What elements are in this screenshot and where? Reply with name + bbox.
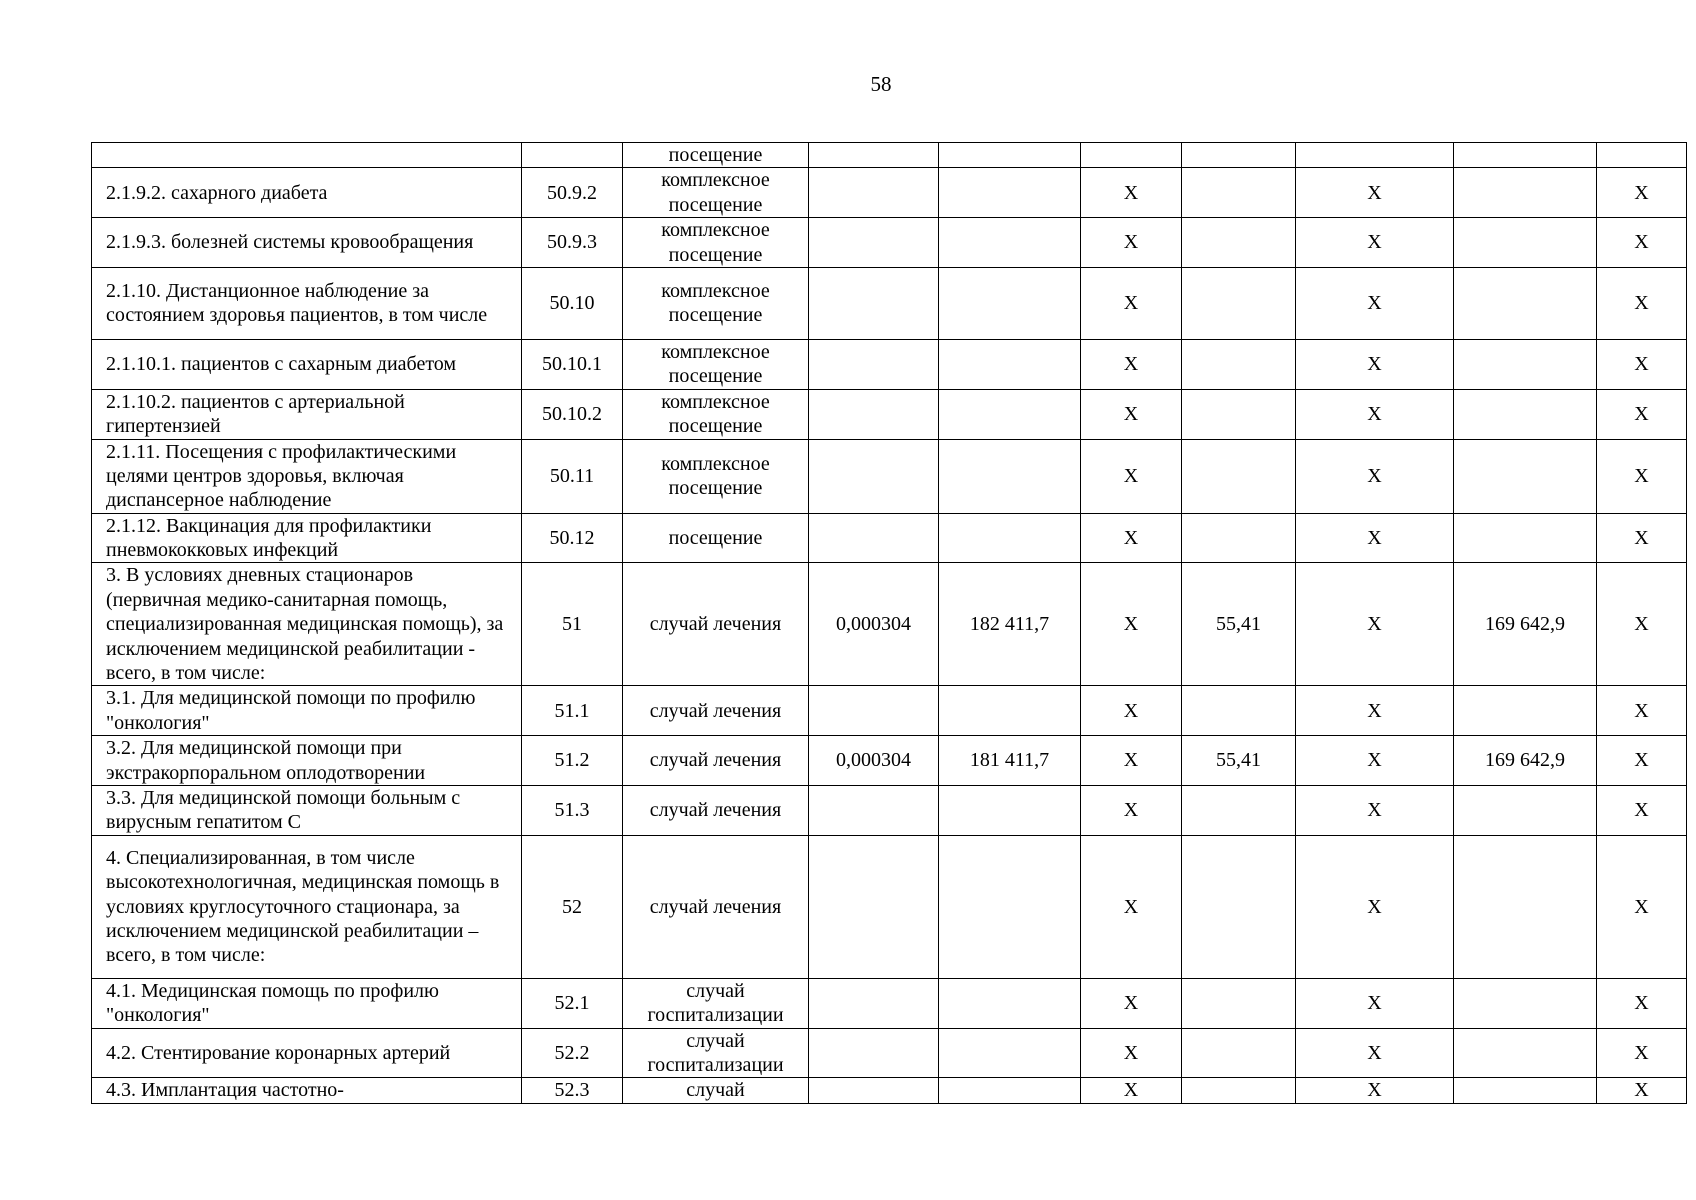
- row-value-6-cell: [1454, 168, 1597, 218]
- row-name-cell: 3.2. Для медицинской помощи при экстракорпоральном оплодотворении: [92, 736, 522, 786]
- row-name-cell: 4.1. Медицинская помощь по профилю "онкология": [92, 978, 522, 1028]
- table-row: [92, 339, 1687, 389]
- row-value-7-cell: Х: [1597, 267, 1687, 339]
- row-unit-cell: случай госпитализации: [623, 978, 809, 1028]
- row-value-6-cell: 169 642,9: [1454, 736, 1597, 786]
- row-value-7-cell: Х: [1597, 835, 1687, 978]
- row-value-7-cell: Х: [1597, 563, 1687, 686]
- row-value-4-cell: [1182, 835, 1296, 978]
- table-row: [92, 736, 1687, 786]
- row-value-6-cell: [1454, 835, 1597, 978]
- row-value-6-cell: [1454, 1078, 1597, 1103]
- row-value-5-cell: Х: [1296, 267, 1454, 339]
- row-number-cell: 50.9.2: [522, 168, 623, 218]
- row-name-cell: 2.1.10. Дистанционное наблюдение за состоянием здоровья пациентов, в том числе: [92, 267, 522, 339]
- row-value-1-cell: [809, 1028, 939, 1078]
- row-value-4-cell: [1182, 218, 1296, 268]
- row-value-7-cell: Х: [1597, 218, 1687, 268]
- row-value-2-cell: [939, 785, 1081, 835]
- row-value-6-cell: [1454, 978, 1597, 1028]
- row-name-cell: 2.1.10.1. пациентов с сахарным диабетом: [92, 339, 522, 389]
- row-name-cell: 4.2. Стентирование коронарных артерий: [92, 1028, 522, 1078]
- row-value-3-cell: Х: [1081, 978, 1182, 1028]
- row-unit-cell: посещение: [623, 143, 809, 168]
- row-value-4-cell: [1182, 785, 1296, 835]
- row-value-6-cell: [1454, 218, 1597, 268]
- row-value-6-cell: [1454, 143, 1597, 168]
- row-unit-cell: случай лечения: [623, 563, 809, 686]
- row-number-cell: 51.2: [522, 736, 623, 786]
- row-value-1-cell: [809, 835, 939, 978]
- row-value-1-cell: [809, 1078, 939, 1103]
- row-value-7-cell: [1597, 143, 1687, 168]
- row-number-cell: 52: [522, 835, 623, 978]
- row-value-7-cell: Х: [1597, 339, 1687, 389]
- row-value-7-cell: Х: [1597, 978, 1687, 1028]
- row-unit-cell: случай госпитализации: [623, 1028, 809, 1078]
- row-value-3-cell: Х: [1081, 686, 1182, 736]
- row-name-cell: 4.3. Имплантация частотно-: [92, 1078, 522, 1103]
- row-value-6-cell: [1454, 389, 1597, 439]
- row-value-4-cell: [1182, 339, 1296, 389]
- row-unit-cell: комплексное посещение: [623, 267, 809, 339]
- row-value-4-cell: [1182, 143, 1296, 168]
- row-value-1-cell: [809, 686, 939, 736]
- row-number-cell: 51: [522, 563, 623, 686]
- row-value-7-cell: Х: [1597, 168, 1687, 218]
- table-row: [92, 389, 1687, 439]
- row-number-cell: 52.1: [522, 978, 623, 1028]
- row-unit-cell: комплексное посещение: [623, 168, 809, 218]
- row-unit-cell: посещение: [623, 513, 809, 563]
- row-value-6-cell: 169 642,9: [1454, 563, 1597, 686]
- row-value-4-cell: [1182, 267, 1296, 339]
- row-value-2-cell: [939, 835, 1081, 978]
- row-value-7-cell: Х: [1597, 736, 1687, 786]
- row-value-4-cell: 55,41: [1182, 736, 1296, 786]
- row-value-2-cell: [939, 439, 1081, 513]
- row-unit-cell: комплексное посещение: [623, 218, 809, 268]
- row-value-1-cell: [809, 267, 939, 339]
- page-number: 58: [870, 72, 892, 96]
- table-row: [92, 143, 1687, 168]
- table-row: [92, 1028, 1687, 1078]
- table-row: [92, 563, 1687, 686]
- row-value-6-cell: [1454, 1028, 1597, 1078]
- row-value-3-cell: Х: [1081, 785, 1182, 835]
- row-value-3-cell: Х: [1081, 389, 1182, 439]
- row-value-7-cell: Х: [1597, 513, 1687, 563]
- row-number-cell: 50.10.2: [522, 389, 623, 439]
- row-name-cell: 2.1.9.3. болезней системы кровообращения: [92, 218, 522, 268]
- row-value-5-cell: [1296, 143, 1454, 168]
- row-value-6-cell: [1454, 686, 1597, 736]
- row-value-6-cell: [1454, 339, 1597, 389]
- row-value-5-cell: Х: [1296, 339, 1454, 389]
- row-value-4-cell: [1182, 389, 1296, 439]
- row-value-2-cell: [939, 339, 1081, 389]
- row-unit-cell: случай лечения: [623, 785, 809, 835]
- row-value-6-cell: [1454, 439, 1597, 513]
- row-value-5-cell: Х: [1296, 389, 1454, 439]
- row-value-5-cell: Х: [1296, 563, 1454, 686]
- row-value-5-cell: Х: [1296, 785, 1454, 835]
- row-value-1-cell: [809, 978, 939, 1028]
- row-value-4-cell: [1182, 168, 1296, 218]
- row-value-3-cell: Х: [1081, 1028, 1182, 1078]
- row-value-3-cell: [1081, 143, 1182, 168]
- row-value-4-cell: [1182, 1028, 1296, 1078]
- row-unit-cell: случай лечения: [623, 835, 809, 978]
- table-row: [92, 686, 1687, 736]
- row-number-cell: 50.9.3: [522, 218, 623, 268]
- row-name-cell: 2.1.10.2. пациентов с артериальной гипертензией: [92, 389, 522, 439]
- row-number-cell: 52.2: [522, 1028, 623, 1078]
- row-value-5-cell: Х: [1296, 978, 1454, 1028]
- row-number-cell: 50.12: [522, 513, 623, 563]
- row-value-4-cell: [1182, 439, 1296, 513]
- row-value-2-cell: [939, 168, 1081, 218]
- row-value-5-cell: Х: [1296, 1028, 1454, 1078]
- row-value-1-cell: [809, 168, 939, 218]
- row-value-5-cell: Х: [1296, 513, 1454, 563]
- table-row: [92, 785, 1687, 835]
- row-value-5-cell: Х: [1296, 686, 1454, 736]
- row-number-cell: 51.3: [522, 785, 623, 835]
- row-name-cell: [92, 143, 522, 168]
- row-value-3-cell: Х: [1081, 339, 1182, 389]
- row-value-7-cell: Х: [1597, 785, 1687, 835]
- row-value-3-cell: Х: [1081, 267, 1182, 339]
- row-name-cell: 2.1.12. Вакцинация для профилактики пневмококковых инфекций: [92, 513, 522, 563]
- row-value-5-cell: Х: [1296, 1078, 1454, 1103]
- row-value-6-cell: [1454, 267, 1597, 339]
- row-name-cell: 3. В условиях дневных стационаров (первичная медико-санитарная помощь, специализированная медицинская помощь), за исключением медицинской реабилитации - всего, в том числе:: [92, 563, 522, 686]
- row-value-2-cell: [939, 513, 1081, 563]
- row-value-1-cell: [809, 339, 939, 389]
- row-value-2-cell: [939, 389, 1081, 439]
- row-name-cell: 4. Специализированная, в том числе высокотехнологичная, медицинская помощь в условиях круглосуточного стационара, за исключением медицинской реабилитации – всего, в том числе:: [92, 835, 522, 978]
- row-number-cell: 52.3: [522, 1078, 623, 1103]
- row-number-cell: 51.1: [522, 686, 623, 736]
- row-value-7-cell: Х: [1597, 686, 1687, 736]
- row-value-4-cell: 55,41: [1182, 563, 1296, 686]
- row-value-2-cell: 181 411,7: [939, 736, 1081, 786]
- row-value-1-cell: [809, 143, 939, 168]
- row-value-3-cell: Х: [1081, 1078, 1182, 1103]
- row-value-4-cell: [1182, 1078, 1296, 1103]
- row-value-5-cell: Х: [1296, 439, 1454, 513]
- row-value-5-cell: Х: [1296, 168, 1454, 218]
- table-row: [92, 513, 1687, 563]
- row-value-7-cell: Х: [1597, 1028, 1687, 1078]
- row-name-cell: 2.1.9.2. сахарного диабета: [92, 168, 522, 218]
- row-value-2-cell: 182 411,7: [939, 563, 1081, 686]
- table-row: [92, 218, 1687, 268]
- row-name-cell: 2.1.11. Посещения с профилактическими целями центров здоровья, включая диспансерное наблюдение: [92, 439, 522, 513]
- table-row: [92, 978, 1687, 1028]
- row-value-3-cell: Х: [1081, 168, 1182, 218]
- row-value-1-cell: [809, 513, 939, 563]
- row-value-2-cell: [939, 267, 1081, 339]
- row-value-3-cell: Х: [1081, 513, 1182, 563]
- row-value-3-cell: Х: [1081, 218, 1182, 268]
- row-value-2-cell: [939, 1078, 1081, 1103]
- row-value-5-cell: Х: [1296, 835, 1454, 978]
- row-value-1-cell: [809, 389, 939, 439]
- row-unit-cell: комплексное посещение: [623, 389, 809, 439]
- row-name-cell: 3.3. Для медицинской помощи больным с вирусным гепатитом С: [92, 785, 522, 835]
- row-value-2-cell: [939, 218, 1081, 268]
- row-number-cell: 50.11: [522, 439, 623, 513]
- row-value-2-cell: [939, 686, 1081, 736]
- row-value-6-cell: [1454, 513, 1597, 563]
- row-name-cell: 3.1. Для медицинской помощи по профилю "онкология": [92, 686, 522, 736]
- table-row: [92, 267, 1687, 339]
- row-value-1-cell: 0,000304: [809, 563, 939, 686]
- row-unit-cell: случай лечения: [623, 736, 809, 786]
- row-value-2-cell: [939, 143, 1081, 168]
- row-value-6-cell: [1454, 785, 1597, 835]
- row-unit-cell: комплексное посещение: [623, 339, 809, 389]
- row-value-5-cell: Х: [1296, 218, 1454, 268]
- row-value-2-cell: [939, 978, 1081, 1028]
- row-value-7-cell: Х: [1597, 1078, 1687, 1103]
- row-value-1-cell: [809, 785, 939, 835]
- row-value-1-cell: [809, 439, 939, 513]
- row-unit-cell: случай: [623, 1078, 809, 1103]
- row-number-cell: 50.10: [522, 267, 623, 339]
- row-number-cell: 50.10.1: [522, 339, 623, 389]
- row-number-cell: [522, 143, 623, 168]
- row-value-4-cell: [1182, 978, 1296, 1028]
- row-value-5-cell: Х: [1296, 736, 1454, 786]
- row-value-7-cell: Х: [1597, 439, 1687, 513]
- row-value-3-cell: Х: [1081, 835, 1182, 978]
- row-value-3-cell: Х: [1081, 736, 1182, 786]
- row-unit-cell: комплексное посещение: [623, 439, 809, 513]
- row-value-3-cell: Х: [1081, 439, 1182, 513]
- table-row: [92, 1078, 1687, 1103]
- row-value-1-cell: [809, 218, 939, 268]
- row-value-2-cell: [939, 1028, 1081, 1078]
- table-row: [92, 835, 1687, 978]
- row-value-4-cell: [1182, 513, 1296, 563]
- row-value-1-cell: 0,000304: [809, 736, 939, 786]
- row-value-4-cell: [1182, 686, 1296, 736]
- table-row: [92, 439, 1687, 513]
- row-unit-cell: случай лечения: [623, 686, 809, 736]
- row-value-3-cell: Х: [1081, 563, 1182, 686]
- row-value-7-cell: Х: [1597, 389, 1687, 439]
- table-row: [92, 168, 1687, 218]
- data-table: [91, 142, 1687, 1104]
